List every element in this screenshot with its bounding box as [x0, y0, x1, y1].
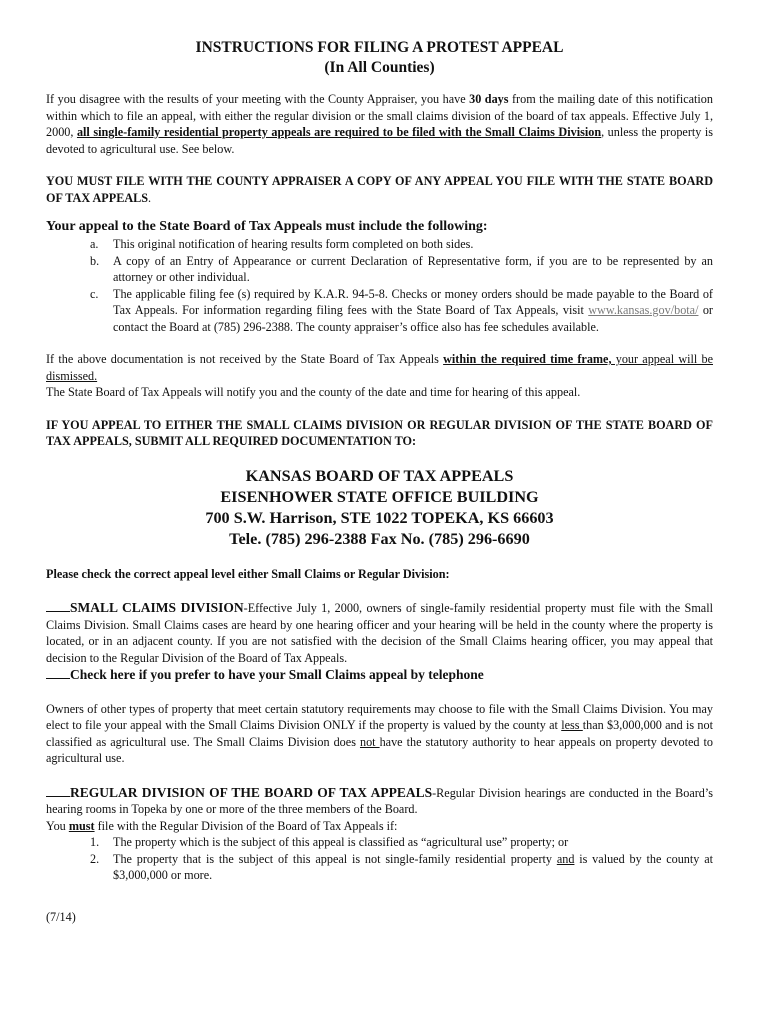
intro-emphasis: all single-family residential property appeals are required to be filed with the Small Claims Division [76, 125, 602, 139]
regular-must-text: file with the Regular Division of the Board of Tax Appeals if: [94, 818, 398, 833]
address-line: KANSAS BOARD OF TAX APPEALS [245, 466, 514, 485]
telephone-checkbox[interactable] [46, 666, 70, 679]
bota-website-link[interactable]: www.kansas.gov/bota/ [588, 303, 699, 317]
form-revision-date: (7/14) [46, 909, 76, 924]
regular-must-text: You [46, 818, 69, 833]
check-prompt: Please check the correct appeal level either Small Claims or Regular Division: [46, 566, 450, 581]
small-claims-label: SMALL CLAIMS DIVISION [70, 600, 244, 615]
other-types-text: have the statutory authority to hear appeals on property devoted to agricultural use. [46, 734, 713, 765]
received-text: If the above documentation is not received by the State Board of Tax Appeals [46, 352, 444, 366]
intro-paragraph [46, 91, 713, 157]
include-list [46, 236, 713, 335]
list-item [46, 253, 713, 286]
small-claims-text: -Effective July 1, 2000, owners of single-family residential property must file with the Small Claims Division. Small Claims cases are heard by one hearing officer and your hearing will be held in the county where the property is located, or in an adjacent county. If you are not satisfied with the decision of the Small Claims hearing officer, you may appeal that decision to the Regular Division of the Board of Tax Appeals. [46, 601, 713, 665]
must-file-text: YOU MUST FILE WITH THE COUNTY APPRAISER A COPY OF ANY APPEAL YOU FILE WITH THE STATE BOARD OF TAX APPEALS [46, 174, 713, 205]
regular-must-line [46, 818, 713, 835]
other-types-text: Owners of other types of property that meet certain statutory requirements may choose to file with the Small Claims Division. You may elect to file your appeal with the Small Claims Division ONLY if the property is valued by the county at [46, 701, 713, 732]
list-item-text: A copy of an Entry of Appearance or current Declaration of Representative form, if you are to be represented by an attorney or other individual. [113, 253, 713, 284]
address-line: EISENHOWER STATE OFFICE BUILDING [220, 487, 539, 506]
received-emphasis: within the required time frame, [443, 352, 612, 366]
list-marker: 2. [90, 851, 100, 866]
intro-text: , unless the property is devoted to agricultural use. See below. [46, 125, 714, 156]
list-item-text: or contact the Board at (785) 296-2388. The county appraiser’s office also has fee schedules available. [113, 303, 713, 334]
list-marker: c. [90, 286, 99, 301]
include-heading: Your appeal to the State Board of Tax Appeals must include the following: [46, 219, 488, 234]
small-claims-paragraph [46, 599, 713, 666]
other-types-text: than $3,000,000 and is not classified as agricultural use. The Small Claims Division does [46, 718, 713, 749]
other-types-paragraph [46, 701, 713, 767]
received-paragraph [46, 351, 713, 384]
regular-division-label: REGULAR DIVISION OF THE BOARD OF TAX APPEALS [70, 784, 433, 800]
small-claims-checkbox[interactable] [46, 599, 70, 612]
regular-division-text: -Regular Division hearings are conducted in the Board’s hearing rooms in Topeka by one or more of the three members of the Board. [46, 785, 714, 816]
address-line: 700 S.W. Harrison, STE 1022 TOPEKA, KS 66603 [205, 508, 554, 527]
telephone-option-label: Check here if you prefer to have your Small Claims appeal by telephone [70, 667, 484, 682]
list-item [46, 834, 713, 851]
telephone-option [46, 666, 713, 684]
list-item-text: This original notification of hearing results form completed on both sides. [113, 237, 474, 251]
intro-text: If you disagree with the results of your meeting with the County Appraiser, you have [46, 92, 470, 106]
regular-criteria-list [46, 834, 713, 884]
intro-days: 30 days [469, 92, 509, 106]
address-line: Tele. (785) 296-2388 Fax No. (785) 296-6690 [229, 529, 530, 548]
list-item [46, 851, 713, 884]
list-item-text: is valued by the county at $3,000,000 or more. [113, 851, 713, 882]
list-marker: a. [90, 237, 99, 251]
submit-notice: IF YOU APPEAL TO EITHER THE SMALL CLAIMS DIVISION OR REGULAR DIVISION OF THE STATE BOARD OF TAX APPEALS, SUBMIT ALL REQUIRED DOCUMENTATION TO: [46, 417, 713, 448]
list-item [46, 236, 713, 253]
regular-division-paragraph [46, 784, 713, 818]
board-address [46, 466, 713, 550]
list-item-text: The property which is the subject of this appeal is classified as “agricultural use” property; or [113, 835, 569, 849]
regular-division-checkbox[interactable] [46, 784, 70, 797]
intro-text: from the mailing date of this notification within which to file an appeal, with either the regular division or the small claims division of the board of tax appeals. Effective July 1, 2000, [46, 92, 713, 139]
must-file-notice [46, 173, 713, 206]
and-emphasis: and [556, 851, 575, 866]
list-item-text: The property that is the subject of this appeal is not single-family residential property [113, 851, 557, 866]
notify-paragraph: The State Board of Tax Appeals will notify you and the county of the date and time for hearing of this appeal. [46, 385, 581, 399]
list-marker: b. [90, 253, 100, 268]
document-title: INSTRUCTIONS FOR FILING A PROTEST APPEAL [195, 39, 564, 56]
not-emphasis: not [359, 734, 380, 749]
list-item [46, 286, 713, 336]
received-text: your appeal will be dismissed. [46, 352, 713, 383]
less-emphasis: less [561, 718, 583, 732]
list-item-text: The applicable filing fee (s) required by K.A.R. 94-5-8. Checks or money orders should be made payable to the Board of Tax Appeals. For information regarding filing fees with the State Board of Tax Appeals, visit [113, 286, 713, 317]
must-file-end: . [148, 190, 152, 205]
document-subtitle: (In All Counties) [324, 59, 435, 76]
must-emphasis: must [68, 818, 95, 833]
list-marker: 1. [90, 835, 100, 849]
